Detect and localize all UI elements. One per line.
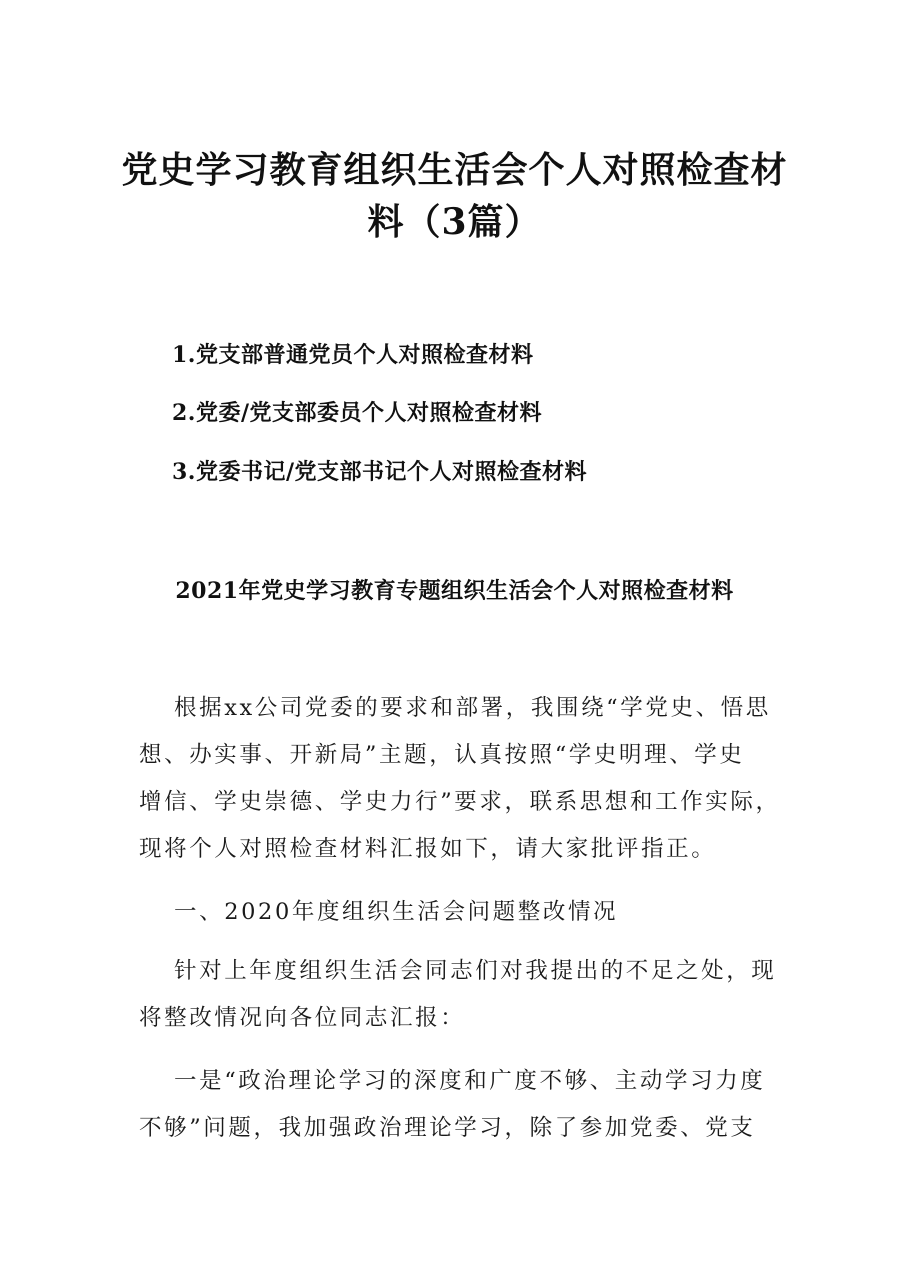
section-subtitle: 2021年党史学习教育专题组织生活会个人对照检查材料 (175, 578, 734, 604)
body-line-3: 增信、学史崇德、学史力行”要求，联系思想和工作实际， (139, 789, 781, 815)
document-title-line-1: 党史学习教育组织生活会个人对照检查材 (121, 149, 788, 191)
body-line-2: 想、办实事、开新局”主题，认真按照“学史明理、学史 (139, 742, 745, 768)
toc-item-1: 1.党支部普通党员个人对照检查材料 (172, 342, 534, 368)
body-line-4: 现将个人对照检查材料汇报如下，请大家批评指正。 (139, 836, 717, 862)
body-line-6: 将整改情况向各位同志汇报： (139, 1005, 466, 1031)
toc-item-2: 2.党委/党支部委员个人对照检查材料 (172, 400, 543, 426)
body-line-5: 针对上年度组织生活会同志们对我提出的不足之处，现 (174, 958, 777, 984)
body-line-7: 一是“政治理论学习的深度和广度不够、主动学习力度 (174, 1068, 766, 1094)
toc-item-3: 3.党委书记/党支部书记个人对照检查材料 (172, 459, 588, 485)
document-title-line-2: 料（3篇） (367, 201, 542, 243)
section-heading-1: 一、2020年度组织生活会问题整改情况 (174, 899, 619, 925)
body-line-8: 不够”问题，我加强政治理论学习，除了参加党委、党支 (139, 1115, 756, 1141)
body-line-1: 根据xx公司党委的要求和部署，我围绕“学党史、悟思 (174, 695, 771, 721)
